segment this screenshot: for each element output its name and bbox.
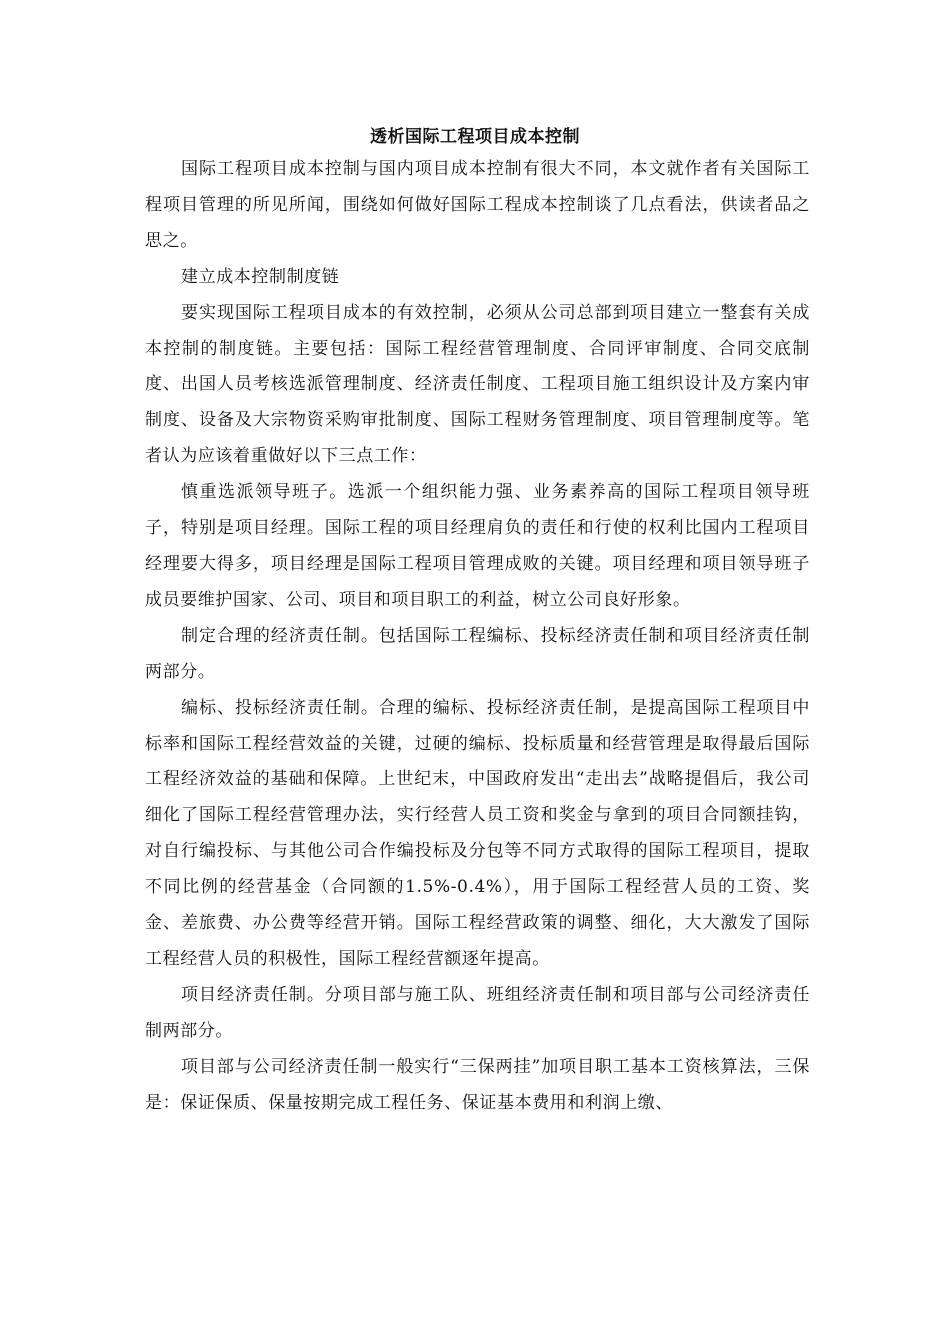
paragraph-project-responsibility: 项目经济责任制。分项目部与施工队、班组经济责任制和项目部与公司经济责任制两部分。 [145, 984, 810, 1041]
paragraph-bidding: 编标、投标经济责任制。合理的编标、投标经济责任制，是提高国际工程项目中标率和国际工程经营效益的关键，过硬的编标、投标质量和经营管理是取得最后国际工程经济效益的基础和保障。上世纪末，中国政府发出“走出去”战略提倡后，我公司细化了国际工程经营管理办法，实行经营人员工资和奖金与拿到的项目合同额挂钩，对自行编投标、与其他公司合作编投标及分包等不同方式取得的国际工程项目，提取不同比例的经营基金（合同额的1.5%-0.4%），用于国际工程经营人员的工资、奖金、差旅费、办公费等经营开销。国际工程经营政策的调整、细化，大大激发了国际工程经营人员的积极性，国际工程经营额逐年提高。 [145, 697, 810, 969]
section-heading: 建立成本控制制度链 [181, 266, 340, 287]
paragraph-three-guarantees: 项目部与公司经济责任制一般实行“三保两挂”加项目职工基本工资核算法，三保是：保证保质、保量按期完成工程任务、保证基本费用和利润上缴、 [145, 1056, 810, 1113]
document-body [145, 152, 810, 1121]
paragraph-leadership: 慎重选派领导班子。选派一个组织能力强、业务素养高的国际工程项目领导班子，特别是项目经理。国际工程的项目经理肩负的责任和行使的权利比国内工程项目经理要大得多，项目经理是国际工程项目管理成败的关键。项目经理和项目领导班子成员要维护国家、公司、项目和项目职工的利益，树立公司良好形象。 [145, 482, 810, 610]
paragraph-system-chain: 要实现国际工程项目成本的有效控制，必须从公司总部到项目建立一整套有关成本控制的制度链。主要包括：国际工程经营管理制度、合同评审制度、合同交底制度、出国人员考核选派管理制度、经济责任制度、工程项目施工组织设计及方案内审制度、设备及大宗物资采购审批制度、国际工程财务管理制度、项目管理制度等。笔者认为应该着重做好以下三点工作： [145, 302, 810, 467]
paragraph-responsibility: 制定合理的经济责任制。包括国际工程编标、投标经济责任制和项目经济责任制两部分。 [145, 625, 810, 682]
paragraph-intro: 国际工程项目成本控制与国内项目成本控制有很大不同，本文就作者有关国际工程项目管理的所见所闻，围绕如何做好国际工程成本控制谈了几点看法，供读者品之思之。 [145, 159, 810, 251]
document-title: 透析国际工程项目成本控制 [370, 127, 580, 147]
